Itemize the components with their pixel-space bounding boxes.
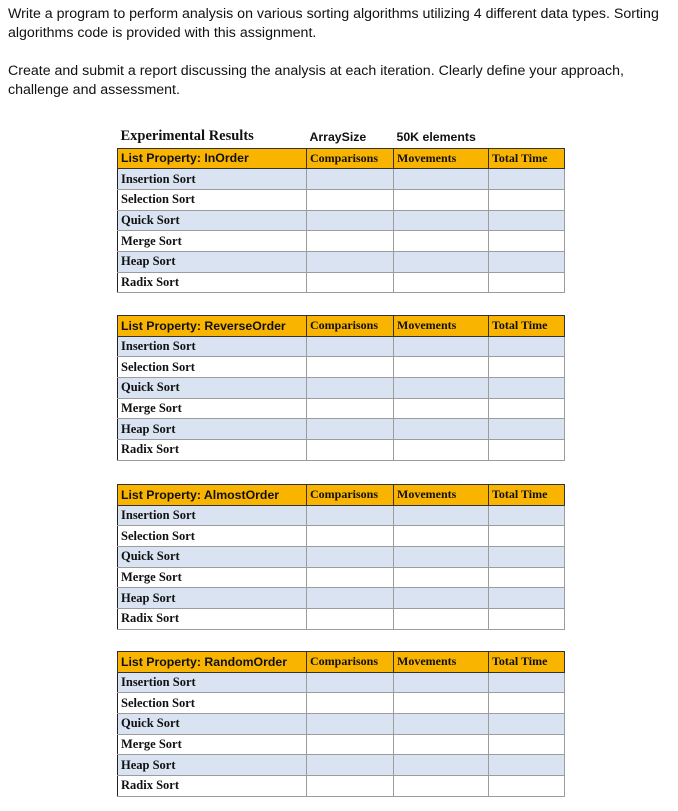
algo-quick: Quick Sort [118,378,307,399]
cell[interactable] [394,189,489,210]
cell[interactable] [307,251,394,272]
algo-selection: Selection Sort [118,526,307,547]
algo-radix: Radix Sort [118,272,307,293]
results-table-randomorder [117,651,565,797]
cell[interactable] [307,755,394,776]
algo-radix: Radix Sort [118,609,307,630]
col-movements: Movements [394,485,489,506]
cell[interactable] [394,734,489,755]
cell[interactable] [394,357,489,378]
cell[interactable] [394,398,489,419]
cell[interactable] [307,734,394,755]
col-comparisons: Comparisons [307,485,394,506]
cell[interactable] [307,210,394,231]
cell[interactable] [307,609,394,630]
cell[interactable] [307,419,394,440]
algo-radix: Radix Sort [118,440,307,461]
algo-merge: Merge Sort [118,567,307,588]
col-movements: Movements [394,148,489,169]
cell[interactable] [394,505,489,526]
cell[interactable] [307,440,394,461]
cell[interactable] [394,547,489,568]
algo-heap: Heap Sort [118,755,307,776]
cell[interactable] [307,588,394,609]
algo-quick: Quick Sort [118,547,307,568]
cell[interactable] [489,714,565,735]
cell[interactable] [489,755,565,776]
algo-merge: Merge Sort [118,231,307,252]
cell[interactable] [394,609,489,630]
algo-quick: Quick Sort [118,210,307,231]
cell[interactable] [307,189,394,210]
cell[interactable] [489,169,565,190]
cell[interactable] [394,210,489,231]
algo-insertion: Insertion Sort [118,505,307,526]
cell[interactable] [307,526,394,547]
cell[interactable] [489,693,565,714]
cell[interactable] [489,567,565,588]
cell[interactable] [489,440,565,461]
array-size-label: ArraySize [307,126,394,148]
cell[interactable] [489,231,565,252]
algo-selection: Selection Sort [118,189,307,210]
algo-merge: Merge Sort [118,734,307,755]
cell[interactable] [307,231,394,252]
cell[interactable] [307,547,394,568]
section-property: List Property: RandomOrder [118,652,307,673]
cell[interactable] [394,714,489,735]
cell[interactable] [489,378,565,399]
col-movements: Movements [394,316,489,337]
section-property: List Property: ReverseOrder [118,316,307,337]
cell[interactable] [394,693,489,714]
algo-insertion: Insertion Sort [118,336,307,357]
cell[interactable] [394,588,489,609]
cell[interactable] [307,398,394,419]
cell[interactable] [307,378,394,399]
col-total-time: Total Time [489,652,565,673]
col-total-time: Total Time [489,148,565,169]
cell[interactable] [394,378,489,399]
cell[interactable] [489,419,565,440]
cell[interactable] [489,505,565,526]
cell[interactable] [394,336,489,357]
results-table-inorder [117,126,565,293]
col-comparisons: Comparisons [307,148,394,169]
cell[interactable] [489,398,565,419]
cell[interactable] [489,588,565,609]
cell[interactable] [489,776,565,797]
table-title: Experimental Results [118,126,307,148]
cell[interactable] [394,672,489,693]
algo-heap: Heap Sort [118,419,307,440]
cell[interactable] [394,526,489,547]
results-table-reverseorder [117,315,565,461]
cell[interactable] [394,251,489,272]
cell[interactable] [307,672,394,693]
algo-selection: Selection Sort [118,357,307,378]
cell[interactable] [307,693,394,714]
algo-quick: Quick Sort [118,714,307,735]
cell[interactable] [307,776,394,797]
cell[interactable] [489,547,565,568]
cell[interactable] [489,251,565,272]
cell[interactable] [307,336,394,357]
cell[interactable] [489,272,565,293]
cell[interactable] [489,609,565,630]
cell[interactable] [394,440,489,461]
col-comparisons: Comparisons [307,652,394,673]
array-size-value: 50K elements [394,126,489,148]
algo-insertion: Insertion Sort [118,672,307,693]
cell[interactable] [489,734,565,755]
section-property: List Property: InOrder [118,148,307,169]
cell[interactable] [307,714,394,735]
results-table-almostorder [117,484,565,630]
cell[interactable] [394,755,489,776]
col-movements: Movements [394,652,489,673]
cell[interactable] [307,272,394,293]
algo-insertion: Insertion Sort [118,169,307,190]
cell[interactable] [394,272,489,293]
cell[interactable] [394,169,489,190]
col-comparisons: Comparisons [307,316,394,337]
section-property: List Property: AlmostOrder [118,485,307,506]
cell[interactable] [394,231,489,252]
algo-heap: Heap Sort [118,588,307,609]
algo-merge: Merge Sort [118,398,307,419]
cell[interactable] [489,526,565,547]
algo-selection: Selection Sort [118,693,307,714]
cell[interactable] [489,357,565,378]
cell[interactable] [394,776,489,797]
cell[interactable] [489,189,565,210]
assignment-description: Write a program to perform analysis on various sorting algorithms utilizing 4 different data types. Sorting algorithms code is provided with this assignment. [8,6,659,41]
cell[interactable] [307,505,394,526]
cell[interactable] [489,336,565,357]
col-total-time: Total Time [489,316,565,337]
cell[interactable] [307,169,394,190]
algo-heap: Heap Sort [118,251,307,272]
cell[interactable] [489,210,565,231]
cell[interactable] [307,357,394,378]
cell[interactable] [489,672,565,693]
algo-radix: Radix Sort [118,776,307,797]
cell[interactable] [394,567,489,588]
cell[interactable] [394,419,489,440]
col-total-time: Total Time [489,485,565,506]
report-instructions: Create and submit a report discussing the analysis at each iteration. Clearly define your approach, challenge and assessment. [8,63,624,98]
cell[interactable] [307,567,394,588]
